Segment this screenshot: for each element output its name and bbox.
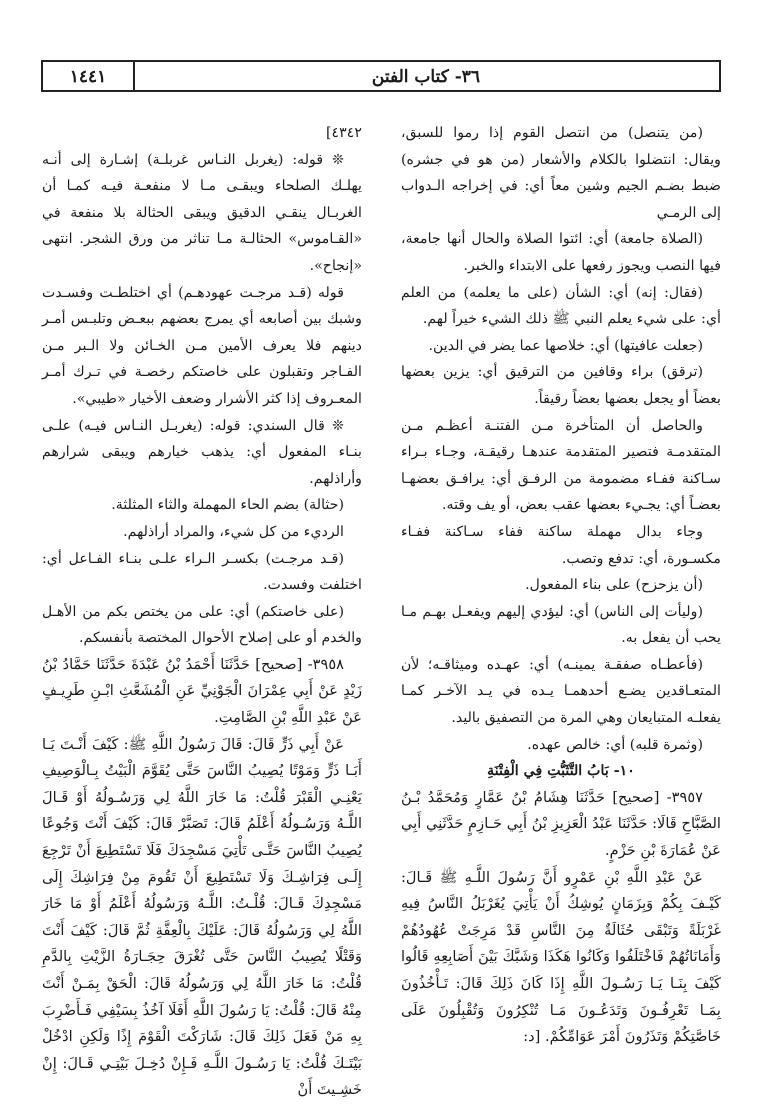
commentary-paragraph: (جعلت عافيتها) أي: خلاصها عما يضر في الدين. <box>428 337 703 354</box>
commentary-paragraph: والحاصل أن المتأخرة مـن الفتنـة أعظـم مـن المتقدمـة فتصير المتقدمة عندهـا رقيقـة، وجـاء بـراء سـاكنة ففـاء مضمومة من الرفـق أي: يرافـق بعضهـا بعضـاً أي: يجـيء بعضها عقب بعض، أو يف وقته. <box>401 417 721 514</box>
hadith-isnad: ٣٩٥٨- [صحيح] حَدَّثَنَا أَحْمَدُ بْنُ عَبْدَةَ حَدَّثَنَا حَمَّادُ بْنُ زَيْدٍ عَنْ أَبِي عِمْرَانَ الْجَوْنِيِّ عَنِ الْمُشَعَّثِ ابْـنِ طَرِيـفٍ عَنْ عَبْدِ اللَّهِ بْنِ الصَّامِتِ. <box>42 655 362 727</box>
commentary-paragraph: (وثمرة قلبه) أي: خالص عهده. <box>527 736 703 753</box>
commentary-paragraph: (من يتنصل) من انتصل القوم إذا رموا للسبق، ويقال: انتضلوا بالكلام والأشعار (من هو في جشره) ضبط بضـم الجيم وشين معاً أي: في إخراجه الـدواب إلى الرمـي <box>401 125 721 221</box>
section-heading: ١٠- بَابُ التَّثَبُّتِ فِي الْفِتْنَةِ <box>487 763 635 780</box>
commentary-paragraph: قوله (قـد مرجـت عهودهـم) أي اختلطـت وفسـدت وشبك بين أصابعه أي يمرج بعضهم ببعـض وتلبـس أمـر دينهم فلا يعرف الأمين مـن الخـائن ولا الـبر مـن الفـاجر وتقبلون على خاصتكم رخصـة في تـرك أمـر المعـروف إذا كثر الأشرار وضعف الأخيار «طيبي». <box>42 284 362 407</box>
right-column <box>401 120 721 1051</box>
page-header <box>41 60 721 92</box>
commentary-paragraph: الرديء من كل شيء، والمراد أراذلهم. <box>123 523 344 540</box>
header-divider <box>133 62 135 90</box>
commentary-paragraph: (قـد مرجـت) بكسـر الـراء علـى بنـاء الفـاعل أي: اختلفت وفسدت. <box>42 550 362 594</box>
hadith-isnad: ٣٩٥٧- [صحيح] حَدَّثَنَا هِشَامُ بْنُ عَمَّارٍ وَمُحَمَّدُ بْـنُ الصَّبَّاحِ قَالَا: حَدَّثَنَا عَبْدُ الْعَزِيزِ بْنُ أَبِي حَـازِمٍ حَدَّثَنِي أَبِي عَنْ عُمَارَةَ بْنِ حَزْمٍ. <box>401 788 721 860</box>
commentary-paragraph: وجاء بدال مهملة ساكنة ففاء سـاكنة ففـاء مكسـورة، أي: تدفع وتصب. <box>401 523 721 567</box>
commentary-paragraph: ❊ قوله: (يغربل النـاس غربلـة) إشـارة إلى أنـه يهلـك الصلحاء ويبقـى مـا لا منفعـة فيـه كمـا أن الغربـال ينقـي الدقيق ويبقى الحثالة بلا منفعة في «القـاموس» الحثالـة مـا تناثر من ورق الشجر. انتهى «إنجاح». <box>42 151 362 274</box>
left-column <box>42 120 362 1104</box>
commentary-paragraph: (فأعطـاه صفقـة يمينـه) أي: عهـده وميثاقـه؛ لأن المتعـاقدين يضـع أحدهمـا يـده في يـد الآخـر كمـا يفعلـه المتبايعان وهي المرة من التصفيق باليد. <box>401 656 721 727</box>
page-number: ١٤٤١ <box>69 67 107 87</box>
commentary-paragraph: (ترقق) براء وقافين من الترقيق أي: يزين بعضها بعضاً أو يجعل بعضها بعضاً رقيقاً. <box>401 364 721 407</box>
hadith-text: عَنْ عَبْدِ اللَّهِ بْنِ عَمْرٍو أَنَّ رَسُولَ اللَّـهِ ﷺ قَـالَ: كَيْـفَ بِكُمْ وَبِزَمَانٍ يُوشِكُ أَنْ يَأْتِيَ يُغَرْبَلُ النَّاسُ فِيهِ غَرْبَلَةً وَتَبْقَى حُثَالَةٌ مِنَ النَّاسِ قَدْ مَرِجَتْ عُهُودُهُمْ وَأَمَانَاتُهُمْ فَاخْتَلَفُوا وَكَانُوا هَكَذَا وَشَبَّكَ بَيْنَ أَصَابِعِهِ قَالُوا كَيْفَ بِنَـا يَـا رَسُـولَ اللَّهِ إِذَا كَانَ ذَلِكَ قَالَ: تَـأْخُذُونَ بِمَـا تَعْرِفُـونَ وَتَدَعُـونَ مَـا تُنْكِرُونَ وَتُقْبِلُونَ عَلَى خَاصَّتِكُمْ وَتَذَرُونَ أَمْرَ عَوَامِّكُمْ. [د: <box>401 868 721 1046</box>
commentary-paragraph: (على خاصتكم) أي: على من يختص بكم من الأهـل والخدم أو على إصلاح الأحوال المختصة بأنفسكم. <box>42 603 362 647</box>
commentary-paragraph: (وليأت إلى الناس) أي: ليؤدي إليهم ويفعـل بهـم مـا يحب أن يفعل به. <box>401 603 721 647</box>
commentary-paragraph: (حثالة) بضم الحاء المهملة والثاء المثلثة. <box>111 497 344 514</box>
commentary-paragraph: (أن يزحزح) على بناء المفعول. <box>525 577 703 594</box>
commentary-paragraph: ❊ قال السندي: قوله: (يغربـل النـاس فيـه) علـى بنـاء المفعول أي: يذهب خيارهم ويبقى شرارهم وأراذلهم. <box>42 417 362 487</box>
hadith-reference: ٤٣٤٢] <box>325 125 362 141</box>
chapter-title: ٣٦- كتاب الفتن <box>371 67 481 87</box>
hadith-text: عَنْ أَبِي ذَرٍّ قَالَ: قَالَ رَسُولُ اللَّهِ ﷺ: كَيْفَ أَنْـتَ يَـا أَبَـا ذَرٍّ وَمَوْتًا يُصِيبُ النَّاسَ حَتَّى يُقَوَّمَ الْبَيْتُ بِـالْوَصِيفِ يَعْنِـي الْقَبْرَ قُلْتُ: مَا خَارَ اللَّهُ لِي وَرَسُـولُهُ أَوْ قَـالَ اللَّـهُ وَرَسُـولُهُ أَعْلَمُ قَالَ: تَصَبَّرْ قَالَ: كَيْفَ أَنْتَ وَجُوعًا يُصِيبُ النَّاسَ حَتَّـى تَأْتِيَ مَسْجِدَكَ فَلَا تَسْتَطِيعَ أَنْ تَرْجِعَ إِلَـى فِرَاشِـكَ وَلَا تَسْتَطِيعَ أَنْ تَقُومَ مِنْ فِرَاشِكَ إِلَى مَسْجِدِكَ قَـالَ: قُلْـتُ: اللَّـهُ وَرَسُولُهُ أَعْلَمُ أَوْ مَا خَارَ اللَّهُ لِي وَرَسُولُهُ قَالَ: عَلَيْكَ بِالْعِفَّةِ ثُمَّ قَالَ: كَيْفَ أَنْتَ وَقَتْلًا يُصِيبُ النَّاسَ حَتَّى تُغْرَقَ حِجَـارَةُ الزَّيْتِ بِالدَّمِ قُلْتُ: مَا خَارَ اللَّهُ لِي وَرَسُولُهُ قَالَ: الْحَقْ بِمَـنْ أَنْتَ مِنْهُ قَالَ: قُلْتُ: يَا رَسُولَ اللَّهِ أَفَلَا آخُذُ بِسَيْفِي فَـأَضْرِبَ بِهِ مَنْ فَعَلَ ذَلِكَ قَالَ: شَارَكْتَ الْقَوْمَ إِذًا وَلَكِنِ ادْخُلْ بَيْتَـكَ قُلْتُ: يَا رَسُـولَ اللَّـهِ فَـإِنْ دُخِـلَ بَيْتِـي قَـالَ: إِنْ خَشِـيتَ أَنْ <box>42 735 362 1099</box>
commentary-paragraph: (الصلاة جامعة) أي: ائتوا الصلاة والحال أنها جامعة، فيها النصب ويجوز رفعها على الابتداء والخبر. <box>401 231 721 274</box>
commentary-paragraph: (فقال: إنه) أي: الشأن (على ما يعلمه) من العلم أي: على شيء يعلم النبي ﷺ ذلك الشيء خيراً لهم. <box>401 284 721 328</box>
